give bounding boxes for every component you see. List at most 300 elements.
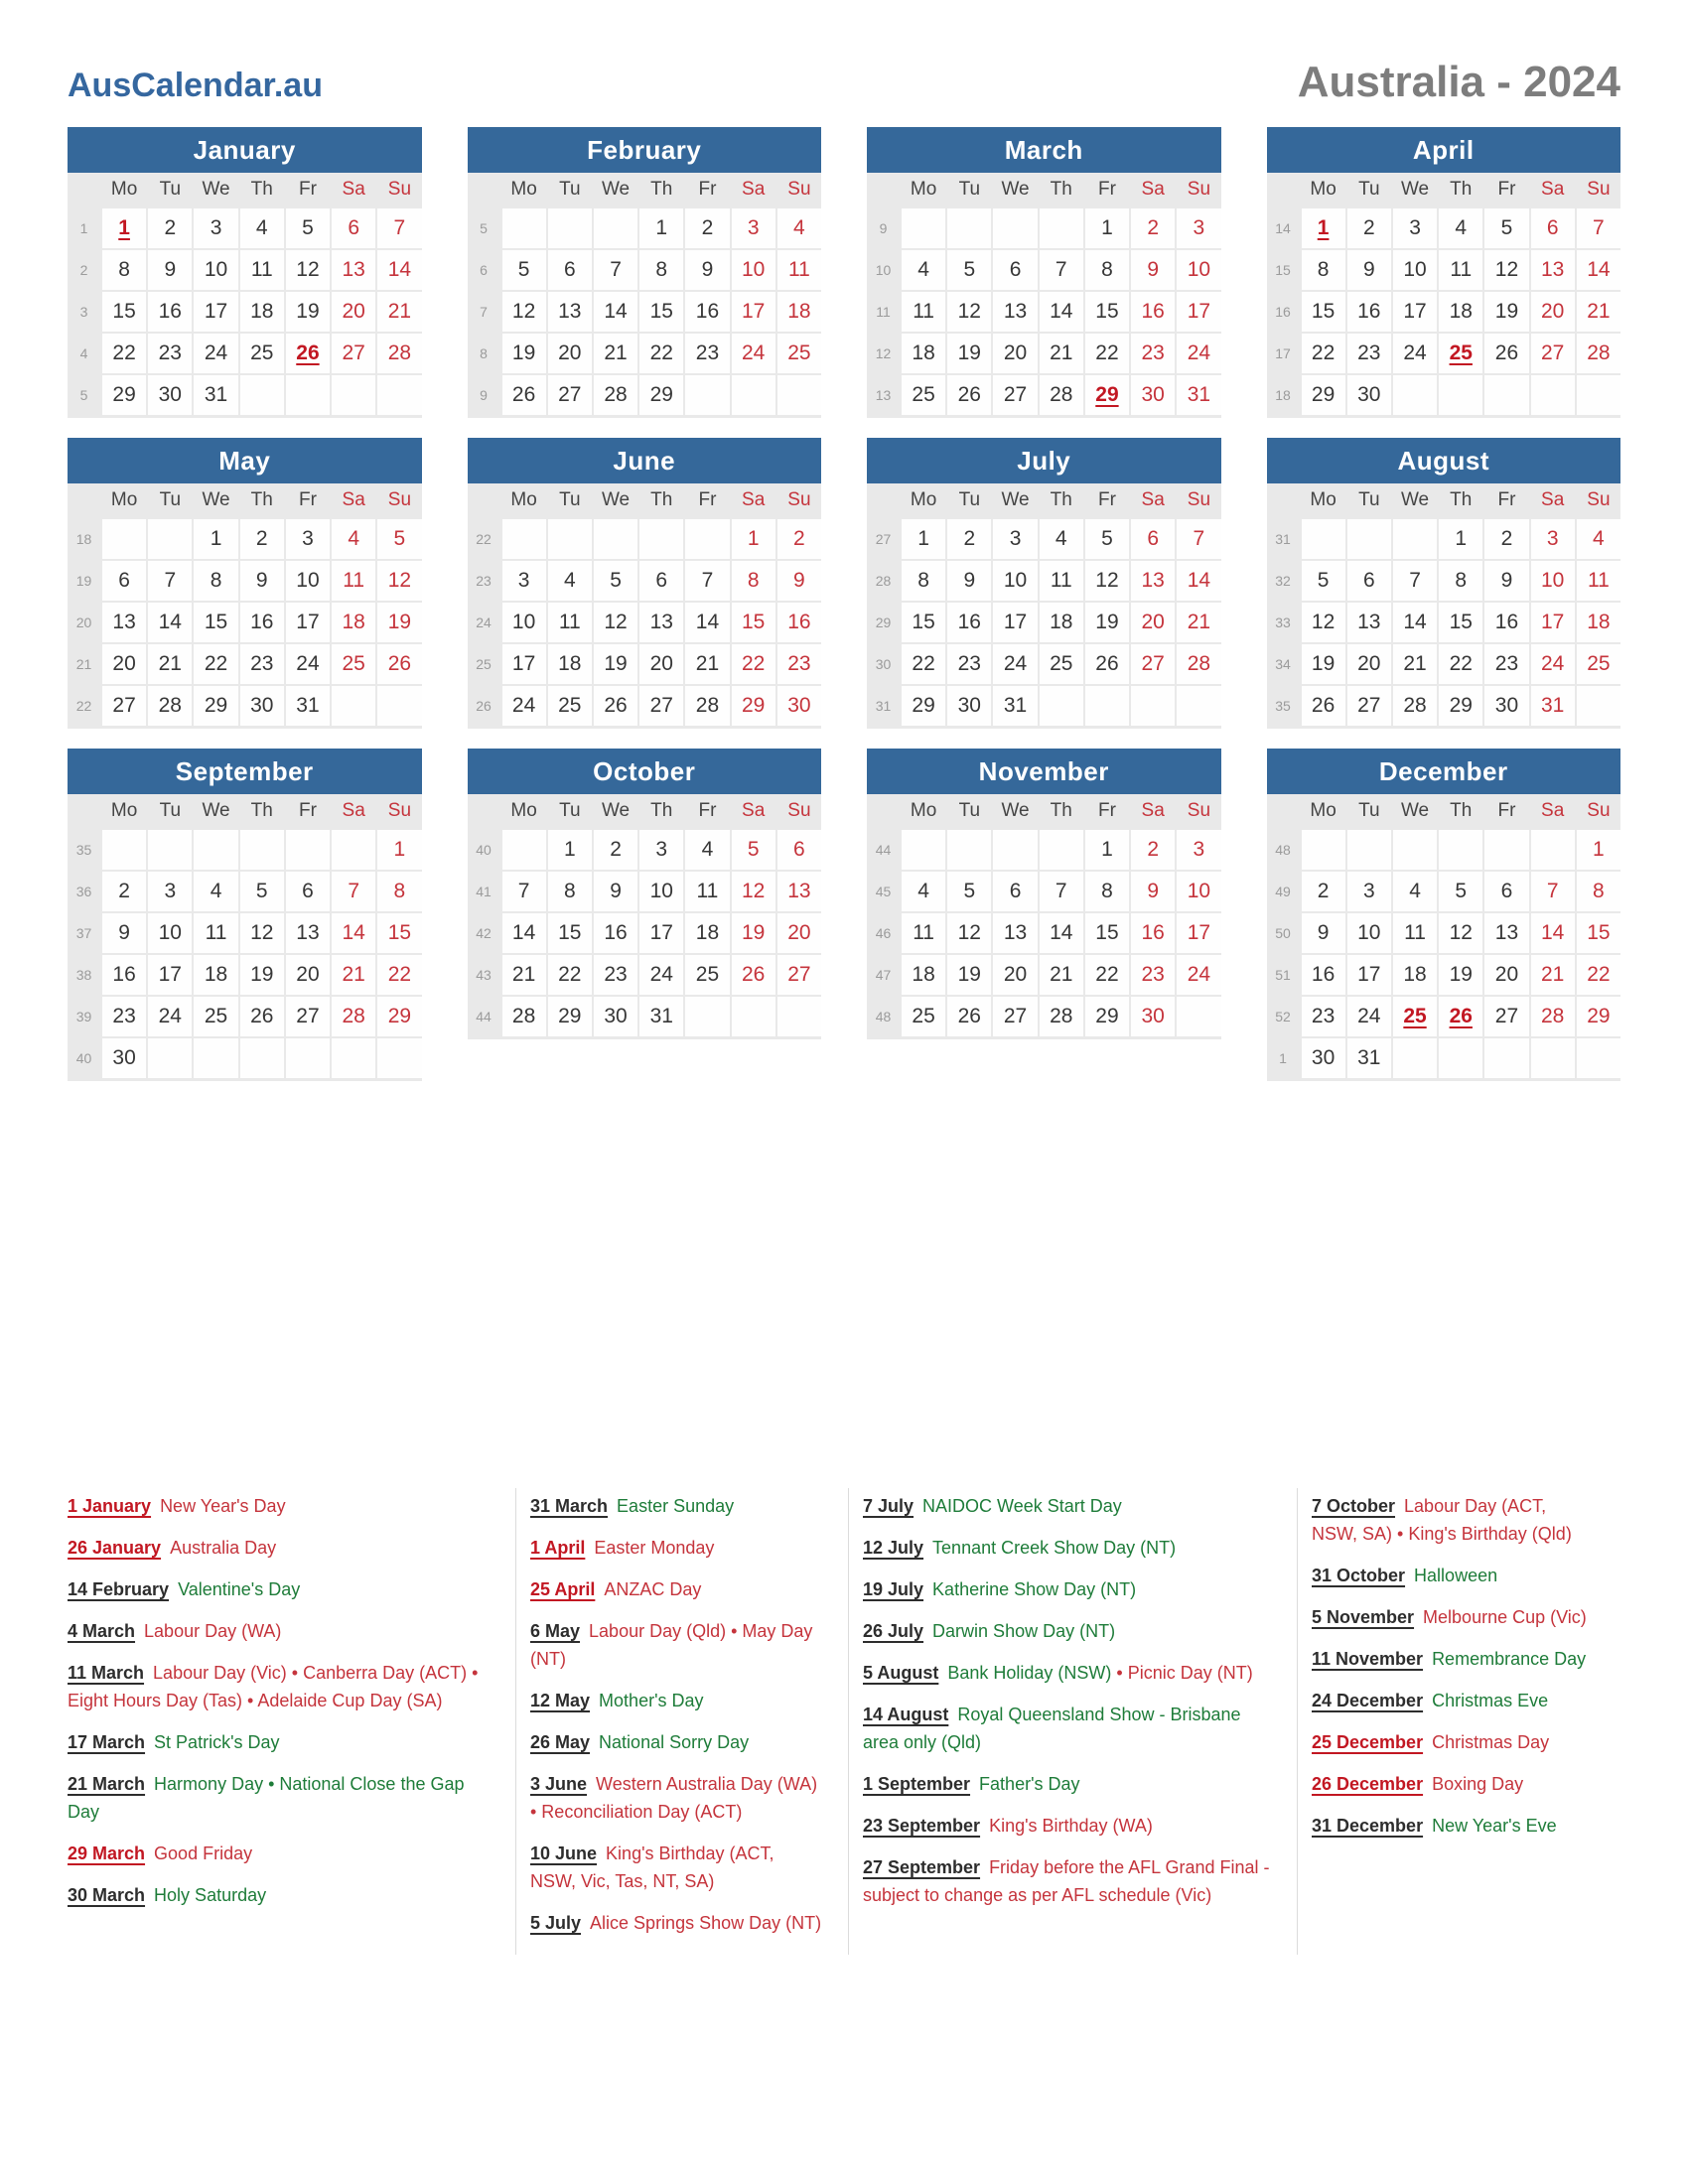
- holiday-entry-date[interactable]: 25 December: [1312, 1732, 1424, 1752]
- holiday-entry-date[interactable]: 5 July: [530, 1913, 582, 1933]
- day-cell: 12: [1484, 250, 1528, 290]
- day-cell: 29: [548, 997, 592, 1036]
- day-cell: 28: [1040, 997, 1083, 1036]
- holiday-entry: [68, 1728, 490, 1756]
- week-number: 50: [1267, 913, 1300, 953]
- site-logo[interactable]: AusCalendar.au: [68, 67, 323, 104]
- day-of-week-header: Mo: [502, 483, 546, 517]
- day-cell-empty: [732, 997, 775, 1036]
- day-cell-empty: [102, 519, 146, 559]
- holiday-entry: [68, 1617, 490, 1645]
- day-cell: 9: [1484, 561, 1528, 601]
- day-cell: 25: [1577, 644, 1620, 684]
- day-cell-empty: [377, 375, 421, 415]
- week-number: 42: [468, 913, 500, 953]
- day-cell: 15: [639, 292, 683, 332]
- day-cell-empty: [194, 830, 237, 870]
- day-cell: 24: [194, 334, 237, 373]
- day-cell: 13: [993, 292, 1037, 332]
- holiday-entry-date[interactable]: 27 September: [863, 1857, 981, 1877]
- day-of-week-header: Tu: [548, 483, 592, 517]
- day-cell: 3: [286, 519, 330, 559]
- week-number: 35: [1267, 686, 1300, 726]
- holiday-entry-date[interactable]: 23 September: [863, 1816, 981, 1836]
- day-cell: 20: [102, 644, 146, 684]
- day-cell: 9: [594, 872, 637, 911]
- holiday-entry: [863, 1617, 1271, 1645]
- day-cell: 7: [1531, 872, 1575, 911]
- holiday-entry-desc: Good Friday: [154, 1843, 253, 1863]
- day-of-week-header: Sa: [1531, 173, 1575, 206]
- day-of-week-header: Fr: [1085, 483, 1129, 517]
- month-april: [1267, 127, 1621, 418]
- holiday-entry-date[interactable]: 31 December: [1312, 1816, 1424, 1836]
- day-cell-empty: [594, 208, 637, 248]
- day-cell: [286, 334, 330, 373]
- holiday-entry-desc: NAIDOC Week Start Day: [922, 1496, 1122, 1516]
- day-cell: 26: [502, 375, 546, 415]
- day-cell: 8: [102, 250, 146, 290]
- month-september: [68, 749, 422, 1081]
- day-cell: 8: [1085, 872, 1129, 911]
- day-cell: 11: [194, 913, 237, 953]
- day-cell-empty: [777, 375, 821, 415]
- holiday-entry-desc: New Year's Eve: [1432, 1816, 1557, 1836]
- week-number-corner: [68, 173, 100, 206]
- week-number-corner: [867, 483, 900, 517]
- holiday-entry: [863, 1534, 1271, 1562]
- holiday-entry-desc: Harmony Day • National Close the Gap Day: [68, 1774, 465, 1822]
- day-cell-empty: [902, 208, 945, 248]
- day-cell: 9: [148, 250, 192, 290]
- holiday-entry-desc: Melbourne Cup (Vic): [1423, 1607, 1587, 1627]
- holiday-date-link[interactable]: 26: [296, 341, 320, 364]
- day-cell: 2: [1484, 519, 1528, 559]
- month-july: [867, 438, 1221, 729]
- holiday-entry-desc: Boxing Day: [1432, 1774, 1524, 1794]
- holiday-entry-date[interactable]: 11 March: [68, 1663, 145, 1683]
- day-cell-empty: [777, 997, 821, 1036]
- holiday-entry-date[interactable]: 11 November: [1312, 1649, 1424, 1669]
- day-cell: 13: [548, 292, 592, 332]
- day-cell-empty: [1577, 686, 1620, 726]
- holiday-entry-date[interactable]: 31 October: [1312, 1566, 1406, 1585]
- week-number: 20: [68, 603, 100, 642]
- holiday-entry-date[interactable]: 14 February: [68, 1579, 170, 1599]
- day-cell: 4: [902, 250, 945, 290]
- day-cell: 23: [1484, 644, 1528, 684]
- holiday-entry-date[interactable]: 7 October: [1312, 1496, 1396, 1516]
- week-number: 41: [468, 872, 500, 911]
- day-cell: [1085, 375, 1129, 415]
- day-of-week-header: Fr: [286, 794, 330, 828]
- day-cell: 31: [639, 997, 683, 1036]
- day-of-week-header: Sa: [332, 794, 375, 828]
- day-of-week-header: We: [194, 483, 237, 517]
- day-cell: 18: [902, 334, 945, 373]
- holiday-entry-date[interactable]: 26 July: [863, 1621, 924, 1641]
- holiday-entry-date[interactable]: 17 March: [68, 1732, 146, 1752]
- day-of-week-header: Tu: [947, 173, 991, 206]
- day-of-week-header: Fr: [1484, 483, 1528, 517]
- day-cell: 23: [1347, 334, 1391, 373]
- month-grid: [1267, 483, 1621, 729]
- holiday-entry: [68, 1575, 490, 1603]
- day-cell: 30: [594, 997, 637, 1036]
- week-number: 45: [867, 872, 900, 911]
- holiday-list: [68, 1488, 1620, 1955]
- holiday-date-link[interactable]: 26: [1449, 1005, 1473, 1027]
- holiday-entry-date[interactable]: 1 April: [530, 1538, 586, 1558]
- day-cell: 9: [1131, 250, 1175, 290]
- day-cell: 16: [240, 603, 284, 642]
- week-number: 30: [867, 644, 900, 684]
- day-cell: 7: [332, 872, 375, 911]
- day-cell: 4: [194, 872, 237, 911]
- day-cell: 27: [332, 334, 375, 373]
- holiday-entry: [68, 1881, 490, 1909]
- holiday-entry-date[interactable]: 4 March: [68, 1621, 136, 1641]
- month-may: [68, 438, 422, 729]
- day-of-week-header: Fr: [1484, 173, 1528, 206]
- day-cell-empty: [1484, 375, 1528, 415]
- day-of-week-header: Tu: [548, 794, 592, 828]
- day-of-week-header: Mo: [502, 794, 546, 828]
- day-cell: 24: [1177, 334, 1220, 373]
- day-cell: 3: [1393, 208, 1437, 248]
- day-cell: 16: [947, 603, 991, 642]
- holiday-entry: [863, 1853, 1271, 1909]
- day-cell: 28: [1577, 334, 1620, 373]
- day-of-week-header: Th: [639, 173, 683, 206]
- day-cell: 5: [286, 208, 330, 248]
- day-cell: 7: [1040, 250, 1083, 290]
- day-cell: 28: [1040, 375, 1083, 415]
- day-cell: 29: [102, 375, 146, 415]
- day-cell: 3: [993, 519, 1037, 559]
- day-cell: 24: [148, 997, 192, 1036]
- day-cell: 22: [194, 644, 237, 684]
- day-cell: 18: [548, 644, 592, 684]
- day-cell: 13: [1531, 250, 1575, 290]
- holiday-date-link[interactable]: 1: [1317, 216, 1330, 239]
- week-number: 37: [68, 913, 100, 953]
- day-cell: 9: [240, 561, 284, 601]
- holiday-entry-date[interactable]: 21 March: [68, 1774, 146, 1794]
- holiday-entry-desc: Valentine's Day: [178, 1579, 301, 1599]
- day-cell: 10: [639, 872, 683, 911]
- day-cell: 14: [1040, 913, 1083, 953]
- day-cell: 16: [1484, 603, 1528, 642]
- day-cell: 5: [1439, 872, 1482, 911]
- day-cell: 17: [1531, 603, 1575, 642]
- day-cell: 21: [1040, 334, 1083, 373]
- day-cell: 1: [377, 830, 421, 870]
- day-cell-empty: [548, 519, 592, 559]
- day-cell: 14: [502, 913, 546, 953]
- holiday-entry-desc: National Sorry Day: [599, 1732, 750, 1752]
- day-of-week-header: Sa: [332, 483, 375, 517]
- day-cell: 23: [102, 997, 146, 1036]
- day-cell: 18: [777, 292, 821, 332]
- day-of-week-header: Th: [240, 483, 284, 517]
- week-number-corner: [1267, 483, 1300, 517]
- day-cell: 5: [502, 250, 546, 290]
- day-cell: 28: [594, 375, 637, 415]
- day-cell: [102, 208, 146, 248]
- week-number-corner: [68, 483, 100, 517]
- day-cell: 7: [1393, 561, 1437, 601]
- day-cell: 5: [1085, 519, 1129, 559]
- day-cell: 13: [332, 250, 375, 290]
- day-cell: 16: [1302, 955, 1345, 995]
- day-of-week-header: Tu: [148, 794, 192, 828]
- day-cell: 24: [1393, 334, 1437, 373]
- week-number-corner: [867, 173, 900, 206]
- day-cell: 21: [377, 292, 421, 332]
- day-cell: 20: [332, 292, 375, 332]
- week-number: 34: [1267, 644, 1300, 684]
- week-number: 28: [867, 561, 900, 601]
- holiday-entry-desc: Darwin Show Day (NT): [932, 1621, 1116, 1641]
- day-cell: 12: [1085, 561, 1129, 601]
- day-cell: 22: [732, 644, 775, 684]
- day-cell: 10: [1177, 250, 1220, 290]
- month-grid: [867, 794, 1221, 1039]
- day-cell: 21: [1531, 955, 1575, 995]
- day-cell-empty: [594, 519, 637, 559]
- holiday-entry: [68, 1770, 490, 1826]
- holiday-entry-date[interactable]: 26 December: [1312, 1774, 1424, 1794]
- week-number: 46: [867, 913, 900, 953]
- holiday-entry-date[interactable]: 14 August: [863, 1705, 949, 1724]
- day-cell: 21: [685, 644, 729, 684]
- holiday-entry-date[interactable]: 25 April: [530, 1579, 596, 1599]
- day-cell-empty: [1393, 1038, 1437, 1078]
- day-cell: 27: [993, 997, 1037, 1036]
- day-cell: 9: [947, 561, 991, 601]
- week-number: 5: [68, 375, 100, 415]
- holiday-entry-date[interactable]: 12 May: [530, 1691, 591, 1710]
- holiday-entry-desc: Western Australia Day (WA) • Reconciliation Day (ACT): [530, 1774, 818, 1822]
- day-cell: 29: [1302, 375, 1345, 415]
- day-cell-empty: [194, 1038, 237, 1078]
- day-cell: 11: [332, 561, 375, 601]
- week-number: 48: [1267, 830, 1300, 870]
- holiday-entry: [863, 1770, 1271, 1798]
- day-of-week-header: Sa: [332, 173, 375, 206]
- day-cell: 3: [502, 561, 546, 601]
- holiday-entry-date[interactable]: 30 March: [68, 1885, 146, 1905]
- day-cell-empty: [332, 686, 375, 726]
- holiday-entry: [530, 1909, 822, 1937]
- day-cell: 12: [947, 913, 991, 953]
- day-cell: 19: [502, 334, 546, 373]
- day-of-week-header: Su: [1177, 173, 1220, 206]
- day-of-week-header: Sa: [1131, 173, 1175, 206]
- day-cell: 8: [548, 872, 592, 911]
- holiday-list-column: [68, 1488, 515, 1955]
- day-cell-empty: [502, 519, 546, 559]
- day-cell: 18: [240, 292, 284, 332]
- day-of-week-header: Tu: [947, 794, 991, 828]
- day-cell: 22: [1302, 334, 1345, 373]
- week-number: 10: [867, 250, 900, 290]
- holiday-entry-date[interactable]: 10 June: [530, 1843, 598, 1863]
- day-cell: 21: [148, 644, 192, 684]
- day-cell-empty: [548, 208, 592, 248]
- day-cell: 14: [377, 250, 421, 290]
- day-cell: 2: [1131, 830, 1175, 870]
- day-cell-empty: [148, 830, 192, 870]
- day-cell: 6: [1131, 519, 1175, 559]
- day-cell: 11: [1393, 913, 1437, 953]
- holiday-entry-date[interactable]: 3 June: [530, 1774, 588, 1794]
- day-cell: 13: [777, 872, 821, 911]
- day-cell: 18: [1439, 292, 1482, 332]
- day-cell: 20: [993, 334, 1037, 373]
- holiday-entry-date[interactable]: 5 November: [1312, 1607, 1415, 1627]
- day-cell: 14: [1040, 292, 1083, 332]
- day-cell-empty: [1531, 830, 1575, 870]
- day-cell: 7: [685, 561, 729, 601]
- day-cell-empty: [240, 375, 284, 415]
- day-cell: 23: [685, 334, 729, 373]
- holiday-entry: [68, 1534, 490, 1562]
- day-cell: 2: [1347, 208, 1391, 248]
- day-of-week-header: Su: [1177, 794, 1220, 828]
- week-number: 1: [68, 208, 100, 248]
- day-cell-empty: [1531, 1038, 1575, 1078]
- month-october: [468, 749, 822, 1039]
- day-cell: 6: [993, 250, 1037, 290]
- day-cell: 4: [548, 561, 592, 601]
- day-cell: 1: [194, 519, 237, 559]
- holiday-entry: [1312, 1687, 1595, 1714]
- day-cell: [1393, 997, 1437, 1036]
- day-cell: 17: [1177, 292, 1220, 332]
- day-cell: 24: [639, 955, 683, 995]
- day-cell: 26: [947, 997, 991, 1036]
- holiday-entry: [530, 1770, 822, 1826]
- day-cell: 11: [1439, 250, 1482, 290]
- day-cell: 6: [548, 250, 592, 290]
- holiday-entry-date[interactable]: 31 March: [530, 1496, 609, 1516]
- month-title: June: [468, 438, 822, 483]
- day-of-week-header: Th: [1040, 173, 1083, 206]
- day-of-week-header: Tu: [148, 483, 192, 517]
- holiday-entry-date[interactable]: 5 August: [863, 1663, 939, 1683]
- day-cell-empty: [240, 1038, 284, 1078]
- holiday-entry: [530, 1534, 822, 1562]
- day-cell: 24: [732, 334, 775, 373]
- holiday-date-link[interactable]: 1: [118, 216, 130, 239]
- week-number: 14: [1267, 208, 1300, 248]
- month-june: [468, 438, 822, 729]
- day-cell: 30: [777, 686, 821, 726]
- holiday-date-link[interactable]: 29: [1095, 383, 1119, 406]
- day-cell: 16: [1131, 913, 1175, 953]
- day-cell: 13: [639, 603, 683, 642]
- holiday-entry-date[interactable]: 24 December: [1312, 1691, 1424, 1710]
- day-cell: 27: [777, 955, 821, 995]
- day-cell: 14: [1393, 603, 1437, 642]
- day-cell: 4: [1393, 872, 1437, 911]
- week-number: 1: [1267, 1038, 1300, 1078]
- week-number: 32: [1267, 561, 1300, 601]
- holiday-entry-desc: ANZAC Day: [604, 1579, 702, 1599]
- day-cell: 15: [1577, 913, 1620, 953]
- day-cell: 11: [902, 913, 945, 953]
- week-number: 12: [867, 334, 900, 373]
- day-cell: 9: [1131, 872, 1175, 911]
- day-cell: 28: [1393, 686, 1437, 726]
- day-of-week-header: Th: [639, 794, 683, 828]
- day-of-week-header: We: [194, 173, 237, 206]
- day-of-week-header: Th: [1439, 794, 1482, 828]
- day-cell-empty: [102, 830, 146, 870]
- holiday-entry-date[interactable]: 12 July: [863, 1538, 924, 1558]
- day-of-week-header: Mo: [102, 173, 146, 206]
- holiday-entry-date[interactable]: 26 May: [530, 1732, 591, 1752]
- month-february: [468, 127, 822, 418]
- holiday-entry: [1312, 1812, 1595, 1840]
- holiday-date-link[interactable]: 25: [1403, 1005, 1427, 1027]
- holiday-entry-date[interactable]: 6 May: [530, 1621, 581, 1641]
- day-cell: 2: [1302, 872, 1345, 911]
- day-cell-empty: [1040, 686, 1083, 726]
- day-cell: 11: [240, 250, 284, 290]
- holiday-entry-date[interactable]: 26 January: [68, 1538, 162, 1558]
- day-cell: 19: [1439, 955, 1482, 995]
- holiday-entry-date[interactable]: 1 September: [863, 1774, 971, 1794]
- day-cell: 3: [732, 208, 775, 248]
- day-cell: 19: [286, 292, 330, 332]
- week-number: 26: [468, 686, 500, 726]
- day-cell-empty: [240, 830, 284, 870]
- day-cell: 2: [777, 519, 821, 559]
- day-cell: 8: [1302, 250, 1345, 290]
- week-number: 9: [468, 375, 500, 415]
- day-cell: 3: [194, 208, 237, 248]
- holiday-entry-date[interactable]: 19 July: [863, 1579, 924, 1599]
- day-cell-empty: [685, 519, 729, 559]
- holiday-entry-date[interactable]: 29 March: [68, 1843, 146, 1863]
- holiday-entry-date[interactable]: 7 July: [863, 1496, 914, 1516]
- holiday-date-link[interactable]: 25: [1449, 341, 1473, 364]
- month-title: April: [1267, 127, 1621, 173]
- day-cell: 28: [148, 686, 192, 726]
- day-of-week-header: Fr: [685, 794, 729, 828]
- day-cell: 23: [1302, 997, 1345, 1036]
- week-number: 7: [468, 292, 500, 332]
- day-cell: 19: [947, 334, 991, 373]
- day-cell-empty: [1040, 830, 1083, 870]
- day-cell: 14: [1577, 250, 1620, 290]
- holiday-entry-date[interactable]: 1 January: [68, 1496, 152, 1516]
- day-cell: 10: [993, 561, 1037, 601]
- week-number: 25: [468, 644, 500, 684]
- day-cell: 25: [194, 997, 237, 1036]
- week-number: 51: [1267, 955, 1300, 995]
- week-number: 22: [468, 519, 500, 559]
- day-cell: 18: [902, 955, 945, 995]
- day-cell: 6: [777, 830, 821, 870]
- day-cell: [1439, 334, 1482, 373]
- holiday-entry-desc: Katherine Show Day (NT): [932, 1579, 1137, 1599]
- day-cell: 12: [286, 250, 330, 290]
- week-number-corner: [1267, 794, 1300, 828]
